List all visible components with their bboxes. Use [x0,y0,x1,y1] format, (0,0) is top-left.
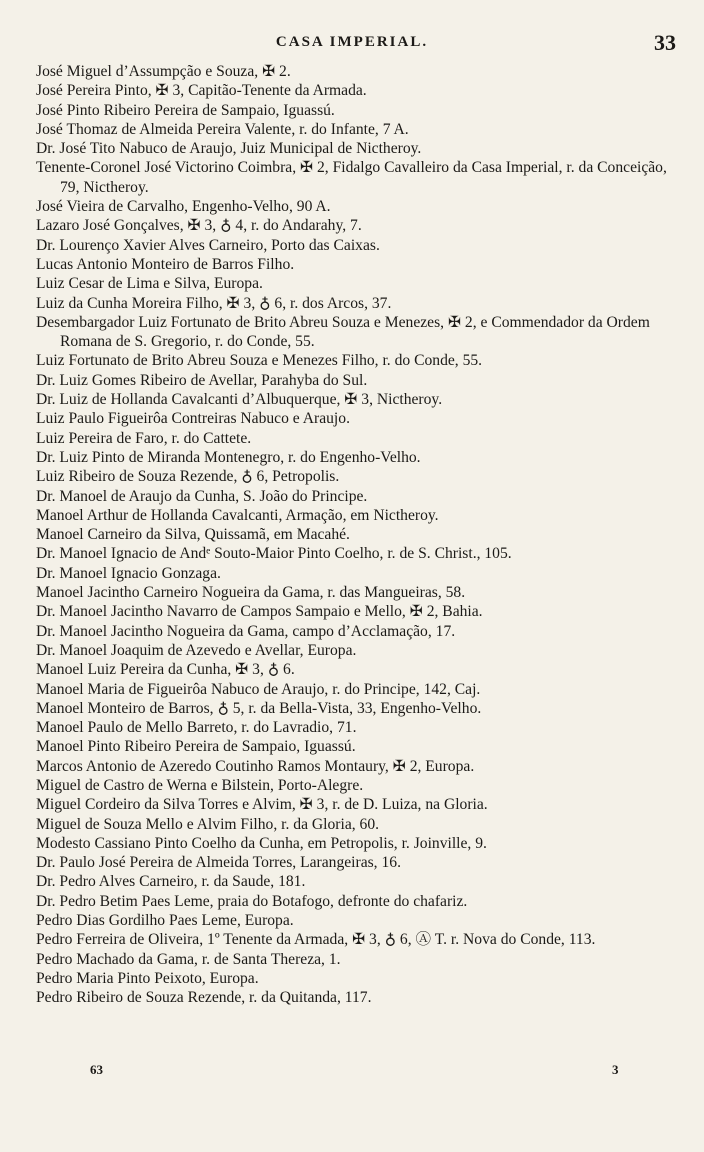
list-item: José Pinto Ribeiro Pereira de Sampaio, Iguassú. [36,101,335,119]
list-item: Dr. Pedro Betim Paes Leme, praia do Botafogo, defronte do chafariz. [36,892,468,910]
list-item: Miguel Cordeiro da Silva Torres e Alvim, ✠ 3, r. de D. Luiza, na Gloria. [36,796,488,814]
list-item: José Vieira de Carvalho, Engenho-Velho, 90 A. [36,198,331,216]
list-item: José Miguel d’Assumpção e Souza, ✠ 2. [36,63,291,80]
list-item: Lazaro José Gonçalves, ✠ 3, ♁ 4, r. do Andarahy, 7. [36,217,362,235]
list-item: Manoel Pinto Ribeiro Pereira de Sampaio, Iguassú. [36,738,356,756]
list-item: Dr. José Tito Nabuco de Araujo, Juiz Municipal de Nictheroy. [36,140,422,158]
page-header [0,30,704,56]
list-item: Dr. Pedro Alves Carneiro, r. da Saude, 181. [36,873,306,891]
list-item: Luiz Paulo Figueirôa Contreiras Nabuco e Araujo. [36,410,350,428]
page-footer [0,1062,704,1084]
list-item: Pedro Ferreira de Oliveira, 1º Tenente da Armada, ✠ 3, ♁ 6, Ⓐ T. r. Nova do Conde, 113. [36,931,596,949]
list-item: Luiz Ribeiro de Souza Rezende, ♁ 6, Petropolis. [36,468,340,486]
list-item: Manoel Paulo de Mello Barreto, r. do Lavradio, 71. [36,719,357,737]
list-item: Manoel Monteiro de Barros, ♁ 5, r. da Bella-Vista, 33, Engenho-Velho. [36,699,482,717]
list-item: Manoel Arthur de Hollanda Cavalcanti, Armação, em Nictheroy. [36,506,439,524]
list-item: Modesto Cassiano Pinto Coelho da Cunha, em Petropolis, r. Joinville, 9. [36,834,487,852]
list-item: Desembargador Luiz Fortunato de Brito Abreu Souza e Menezes, ✠ 2, e Commendador da Ordem Romana de S. Gregorio, r. do Conde, 55. [36,313,650,351]
running-title: CASA IMPERIAL. [275,34,429,50]
list-item: Tenente-Coronel José Victorino Coimbra, ✠ 2, Fidalgo Cavalleiro da Casa Imperial, r. da Conceição, 79, Nictheroy. [36,159,667,196]
list-item: Dr. Manoel Ignacio Gonzaga. [36,564,221,582]
list-item: Dr. Manoel Ignacio de Andᵉ Souto-Maior Pinto Coelho, r. de S. Christ., 105. [36,545,512,563]
list-item: Manoel Maria de Figueirôa Nabuco de Araujo, r. do Principe, 142, Caj. [36,680,481,698]
list-item: Marcos Antonio de Azeredo Coutinho Ramos Montaury, ✠ 2, Europa. [36,757,475,775]
list-item: Dr. Manoel Jacintho Nogueira da Gama, campo d’Acclamação, 17. [36,622,456,640]
list-item: Dr. Manoel de Araujo da Cunha, S. João do Principe. [36,487,368,505]
list-item: Manoel Jacintho Carneiro Nogueira da Gama, r. das Mangueiras, 58. [36,584,466,602]
list-item: Dr. Luiz de Hollanda Cavalcanti d’Albuquerque, ✠ 3, Nictheroy. [36,391,443,409]
sheet-number: 3 [612,1062,619,1077]
list-item: José Thomaz de Almeida Pereira Valente, r. do Infante, 7 A. [36,120,409,138]
list-item: Pedro Dias Gordilho Paes Leme, Europa. [36,912,294,930]
list-item: Pedro Maria Pinto Peixoto, Europa. [36,969,259,987]
list-item: Miguel de Castro de Werna e Bilstein, Porto-Alegre. [36,776,364,794]
list-item: Luiz Fortunato de Brito Abreu Souza e Menezes Filho, r. do Conde, 55. [36,352,483,370]
list-item: Lucas Antonio Monteiro de Barros Filho. [36,255,295,273]
list-item: Dr. Manoel Jacintho Navarro de Campos Sampaio e Mello, ✠ 2, Bahia. [36,603,483,621]
list-item: Luiz Cesar de Lima e Silva, Europa. [36,275,263,293]
list-item: Manoel Luiz Pereira da Cunha, ✠ 3, ♁ 6. [36,661,295,679]
list-item: Luiz Pereira de Faro, r. do Cattete. [36,429,252,447]
list-item: Pedro Ribeiro de Souza Rezende, r. da Quitanda, 117. [36,989,372,1007]
signature-mark: 63 [90,1062,103,1077]
list-item: Luiz da Cunha Moreira Filho, ✠ 3, ♁ 6, r. dos Arcos, 37. [36,294,392,312]
list-item: Dr. Lourenço Xavier Alves Carneiro, Porto das Caixas. [36,236,380,254]
name-list [36,62,672,1008]
list-item: José Pereira Pinto, ✠ 3, Capitão-Tenente da Armada. [36,82,367,100]
list-item: Pedro Machado da Gama, r. de Santa Thereza, 1. [36,950,341,968]
list-item: Dr. Manoel Joaquim de Azevedo e Avellar, Europa. [36,641,357,659]
list-item: Dr. Paulo José Pereira de Almeida Torres, Larangeiras, 16. [36,854,401,872]
list-item: Dr. Luiz Pinto de Miranda Montenegro, r. do Engenho-Velho. [36,448,421,466]
list-item: Dr. Luiz Gomes Ribeiro de Avellar, Parahyba do Sul. [36,371,368,389]
list-item: Miguel de Souza Mello e Alvim Filho, r. da Gloria, 60. [36,815,380,833]
list-item: Manoel Carneiro da Silva, Quissamã, em Macahé. [36,526,350,544]
page-number: 33 [654,30,676,55]
